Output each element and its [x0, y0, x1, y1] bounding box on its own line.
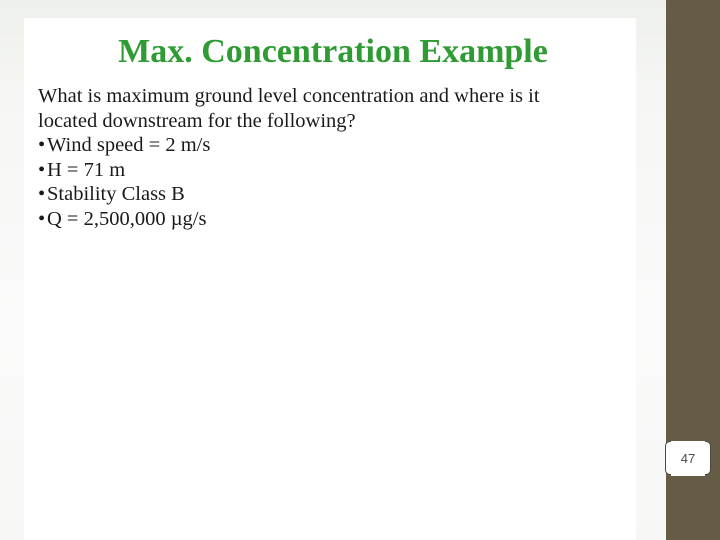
- bullet-list: [38, 133, 598, 231]
- slide-body: [38, 84, 598, 231]
- bullet-marker: •: [38, 207, 46, 230]
- question-line-2: located downstream for the following?: [38, 109, 356, 132]
- page-number: 47: [680, 451, 696, 466]
- bullet-text: Stability Class B: [47, 183, 185, 205]
- bullet-text: Q = 2,500,000 µg/s: [47, 207, 207, 230]
- bullet-item: [38, 133, 598, 158]
- bullet-text: H = 71 m: [47, 158, 126, 181]
- bullet-item: [38, 182, 598, 207]
- bullet-text: Wind speed = 2 m/s: [47, 134, 211, 156]
- slide-title: Max. Concentration Example: [118, 33, 548, 70]
- page-number-badge: [665, 441, 711, 475]
- bullet-marker: •: [38, 134, 46, 156]
- question-line-1: What is maximum ground level concentration and where is it: [38, 85, 540, 107]
- bullet-marker: •: [38, 183, 46, 205]
- bullet-item: [38, 207, 598, 232]
- bullet-item: [38, 158, 598, 183]
- bullet-marker: •: [38, 158, 46, 181]
